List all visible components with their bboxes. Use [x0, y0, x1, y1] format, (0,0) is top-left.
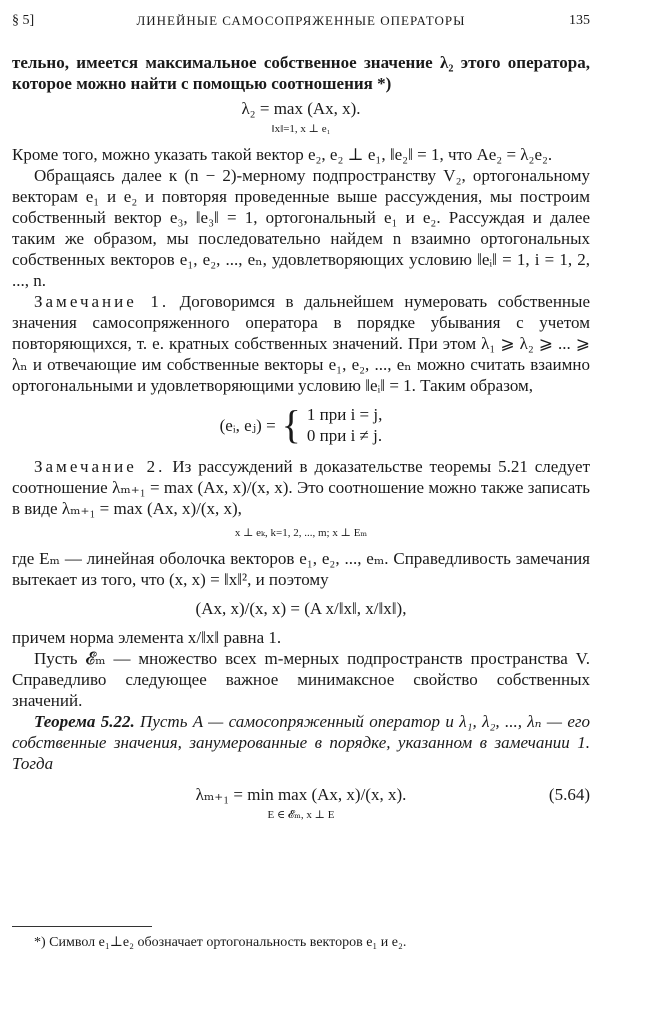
book-page: [12, 0, 590, 1020]
remark-1-label: Замечание 1.: [34, 292, 170, 311]
theorem-5-22: [12, 711, 590, 774]
formula-kronecker-cases: [307, 404, 382, 446]
remark-2: [12, 456, 590, 519]
paragraph-3: Обращаясь далее к (n − 2)-мерному подпространству V₂, ортогональному векторам e₁ и e₂ и повторяя проведенные выше рассуждения, мы построим собственный вектор e₃, ‖e₃‖ = 1, ортогональный e₁ и e₂. Рассуждая и далее таким же образом, мы последовательно найдем n взаимно ортогональных собственных векторов e₁, e₂, ..., eₙ, удовлетворяющих условию ‖eᵢ‖ = 1, i = 1, 2, ..., n.: [12, 166, 590, 290]
page-number: 135: [569, 13, 590, 28]
case-equal: 1 при i = j,: [306, 405, 383, 424]
remark-2-text: Из рассуждений в доказательстве теоремы 5.21 следует соотношение λₘ₊₁ = max (Ax, x)/(x, x). Это соотношение можно также записать в виде λₘ₊₁ = max (Ax, x)/(x, x),: [12, 457, 590, 518]
remark-1: [12, 291, 590, 396]
formula-minimax-condition: E ∈ 𝓔ₘ, x ⊥ E: [267, 809, 335, 821]
formula-lambda2: [12, 98, 590, 140]
formula-kronecker: [12, 404, 590, 446]
formula-minimax: [12, 784, 590, 826]
page-body: [12, 52, 590, 830]
theorem-text: Пусть A — самосопряженный оператор и λ₁, λ₂, ..., λₙ — его собственные значения, занумерованные в порядке, указанном в замечании 1. Тогда: [12, 712, 591, 773]
paragraph-2: Кроме того, можно указать такой вектор e₂, e₂ ⊥ e₁, ‖e₂‖ = 1, что Ae₂ = λ₂e₂.: [12, 145, 553, 164]
remark-2-end: причем норма элемента x/‖x‖ равна 1.: [12, 628, 282, 647]
left-brace: {: [281, 402, 301, 447]
section-mark: § 5]: [12, 13, 35, 28]
running-title: ЛИНЕЙНЫЕ САМОСОПРЯЖЕННЫЕ ОПЕРАТОРЫ: [136, 13, 466, 28]
paragraph-4: Пусть 𝓔ₘ — множество всех m-мерных подпространств пространства V. Справедливо следующее важное минимаксное свойство собственных значений.: [12, 649, 590, 710]
theorem-label: Теорема 5.22.: [34, 712, 135, 731]
footnote: *) Символ e₁⊥e₂ обозначает ортогональность векторов e₁ и e₂.: [34, 935, 407, 950]
remark-1-text: Договоримся в дальнейшем нумеровать собственные значения самосопряженного оператора в порядке убывания с учетом повторяющихся, т. е. кратных собственных значений. При этом λ₁ ⩾ λ₂ ⩾ ... ⩾ λₙ и отвечающие им собственные векторы e₁, e₂, ..., eₙ можно считать взаимно ортогональными и удовлетворяющими условию ‖eᵢ‖ = 1. Таким образом,: [12, 292, 590, 395]
formula-normalized: (Ax, x)/(x, x) = (A x/‖x‖, x/‖x‖),: [195, 599, 407, 618]
formula-lambda2-condition: ‖x‖=1, x ⊥ e₁: [271, 123, 331, 135]
remark-2-conditions: x ⊥ eₖ, k=1, 2, ..., m; x ⊥ Eₘ: [234, 527, 368, 539]
remark-2-label: Замечание 2.: [34, 457, 166, 476]
formula-minimax-main: λₘ₊₁ = min max (Ax, x)/(x, x).: [195, 785, 407, 804]
footnote-rule: [12, 926, 152, 927]
paragraph-1: тельно, имеется максимальное собственное значение λ₂ этого оператора, которое можно найти с помощью соотношения *): [12, 53, 590, 93]
formula-lambda2-main: λ₂ = max (Ax, x).: [241, 99, 361, 118]
formula-kronecker-lhs: (eᵢ, eⱼ) =: [219, 415, 276, 435]
running-header: [12, 6, 590, 30]
equation-number: (5.64): [548, 785, 590, 804]
case-not-equal: 0 при i ≠ j.: [306, 426, 383, 445]
remark-2-continued: где Eₘ — линейная оболочка векторов e₁, e₂, ..., eₘ. Справедливость замечания вытекает из того, что (x, x) = ‖x‖², и поэтому: [12, 549, 590, 589]
